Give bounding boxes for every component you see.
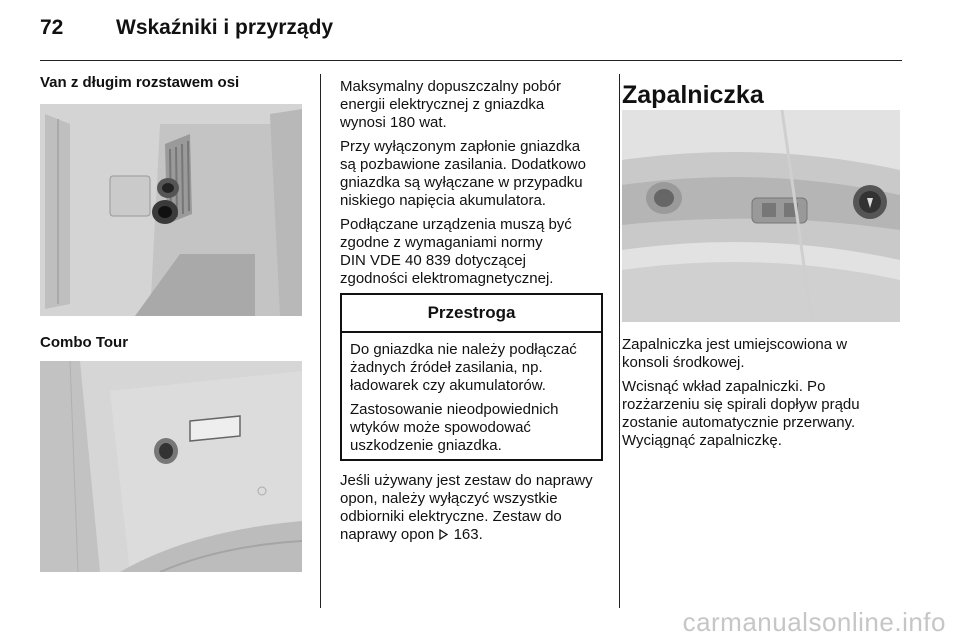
page-reference-link[interactable]: 163. <box>453 526 483 543</box>
caution-paragraph: Do gniazdka nie należy podłączać żadnych źródeł zasilania, np. ładowarek czy akumulatorów. <box>350 341 577 394</box>
middle-column-lower <box>340 472 610 550</box>
caution-body <box>342 333 601 455</box>
caution-title: Przestroga <box>342 295 601 333</box>
page-header <box>40 16 902 46</box>
cigarette-lighter-illustration <box>622 110 900 322</box>
column-divider-left <box>320 74 321 608</box>
caution-box <box>340 293 603 461</box>
right-column <box>622 74 902 110</box>
right-column-lower <box>622 336 902 456</box>
section-heading-cigarette-lighter: Zapalniczka <box>622 81 764 109</box>
header-divider <box>40 60 902 61</box>
combo-tour-socket-photo <box>40 361 302 572</box>
page-number: 72 <box>40 16 64 39</box>
paragraph-ignition-off: Przy wyłączonym zapłonie gniazdka są pozbawione zasilania. Dodatkowo gniazdka są wyłączane w przypadku niskiego napięcia akumulatora. <box>340 138 586 209</box>
van-socket-photo <box>40 104 302 316</box>
caution-paragraph: Zastosowanie nieodpowiednich wtyków może spowodować uszkodzenie gniazdka. <box>350 401 559 454</box>
chapter-title: Wskaźniki i przyrządy <box>116 16 334 39</box>
caption-combo-tour: Combo Tour <box>40 334 129 351</box>
combo-tour-socket-illustration <box>40 361 302 572</box>
paragraph-din-standard: Podłączane urządzenia muszą być zgodne z wymaganiami normy DIN VDE 40 839 dotyczącej zgodności elektromagnetycznej. <box>340 216 572 287</box>
left-column-lower <box>40 334 304 352</box>
paragraph-lighter-usage: Wcisnąć wkład zapalniczki. Po rozżarzeniu się spirali dopływ prądu zostanie automatycznie przerwany. Wyciągnąć zapalniczkę. <box>622 378 860 449</box>
middle-column <box>340 78 602 294</box>
watermark: carmanualsonline.info <box>682 607 946 637</box>
paragraph-tyre-repair <box>340 472 610 544</box>
cigarette-lighter-photo <box>622 110 900 322</box>
paragraph-max-power: Maksymalny dopuszczalny pobór energii elektrycznej z gniazdka wynosi 180 wat. <box>340 78 561 131</box>
tyre-repair-text: Jeśli używany jest zestaw do naprawy opon, należy wyłączyć wszystkie odbiorniki elektryczne. Zestaw do naprawy opon <box>340 472 593 543</box>
page-reference-arrow-icon <box>438 529 449 540</box>
van-socket-illustration <box>40 104 302 316</box>
caption-van: Van z długim rozstawem osi <box>40 74 240 91</box>
paragraph-lighter-location: Zapalniczka jest umiejscowiona w konsoli środkowej. <box>622 336 848 371</box>
column-divider-right <box>619 74 620 608</box>
left-column <box>40 74 304 92</box>
